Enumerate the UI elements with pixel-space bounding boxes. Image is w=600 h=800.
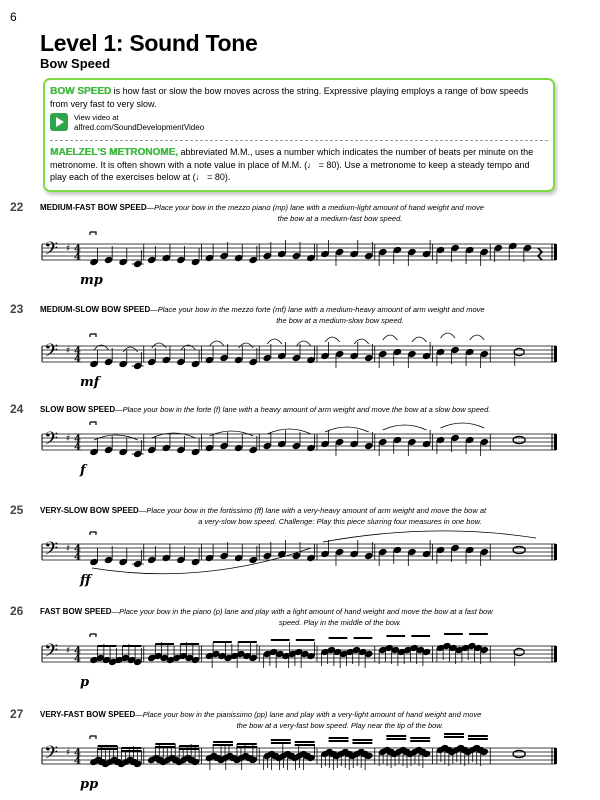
video-label: View video at [74, 113, 119, 122]
down-bow-mark [90, 422, 96, 425]
slur [267, 429, 311, 434]
slur [354, 339, 369, 344]
down-bow-mark [90, 736, 96, 739]
slur [296, 341, 311, 346]
divider [50, 140, 548, 141]
slur [267, 339, 282, 344]
slur [94, 435, 138, 440]
video-url[interactable]: alfred.com/SoundDevelopmentVideo [74, 123, 205, 132]
down-bow-mark [90, 634, 96, 637]
music-staff [40, 526, 560, 596]
metronome-keyword: MAELZEL'S METRONOME, [50, 147, 178, 158]
dynamic-marking: pp [80, 777, 99, 792]
exercise-desc-2: a very-slow bow speed. Challenge: Play this piece slurring four measures in one bow. [198, 517, 482, 526]
music-staff [40, 628, 560, 698]
dynamic-marking: f [80, 463, 86, 478]
time-signature-bottom: 4 [74, 756, 81, 767]
time-signature-bottom: 4 [74, 252, 81, 263]
exercise-number: 26 [10, 604, 24, 618]
page-title: Level 1: Sound Tone [40, 30, 258, 56]
half-note [514, 348, 524, 355]
slur [470, 335, 485, 340]
whole-note [513, 750, 525, 757]
bass-clef-icon: 𝄢 [44, 429, 59, 454]
exercise-desc-2: the bow at a medium-slow bow speed. [276, 316, 404, 325]
final-barline [554, 646, 557, 662]
exercise-desc: —Place your bow in the mezzo piano (mp) lane with a medium-light amount of hand weight and move [146, 203, 484, 212]
exercise-instruction [40, 606, 560, 628]
bow-speed-keyword: BOW SPEED [50, 86, 112, 97]
time-signature-top: 4 [74, 244, 81, 255]
exercise-number: 22 [10, 200, 24, 214]
exercise-desc: —Place your bow in the pianissimo (pp) lane and play with a very-light amount of hand weight and move [135, 710, 482, 719]
page-number: 6 [10, 10, 17, 24]
exercise-desc: —Place your bow in the forte (f) lane with a heavy amount of arm weight and move the bow at a slow bow speed. [115, 405, 491, 414]
exercise-instruction [40, 709, 560, 731]
slur [383, 335, 398, 340]
sharp-sign: ♯ [66, 434, 71, 444]
bass-clef-icon: 𝄢 [44, 743, 59, 768]
time-signature-bottom: 4 [74, 552, 81, 563]
slur [123, 347, 138, 352]
music-staff [40, 328, 560, 398]
dynamic-marking: p [80, 675, 90, 690]
info-box [43, 78, 555, 192]
play-button-icon[interactable] [50, 113, 68, 131]
slur [323, 531, 536, 542]
down-bow-mark [90, 334, 96, 337]
exercise-instruction [40, 202, 560, 224]
exercise-desc: —Place your bow in the fortissimo (ff) lane with a very-heavy amount of arm weight and move the bow at [138, 506, 487, 515]
exercise-label: MEDIUM-SLOW BOW SPEED [40, 305, 151, 314]
time-signature-top: 4 [74, 434, 81, 445]
slur [325, 337, 340, 342]
time-signature-bottom: 4 [74, 354, 81, 365]
dynamic-marking: mf [80, 375, 100, 390]
slur [325, 427, 369, 432]
exercise-desc-2: the bow at a medium-fast bow speed. [277, 214, 403, 223]
page-subtitle: Bow Speed [40, 56, 111, 71]
exercise-number: 25 [10, 503, 24, 517]
sharp-sign: ♯ [66, 646, 71, 656]
bass-clef-icon: 𝄢 [44, 341, 59, 366]
exercise-instruction [40, 404, 560, 415]
music-staff [40, 730, 560, 800]
final-barline [554, 346, 557, 362]
slur [441, 423, 485, 428]
slur [210, 341, 225, 346]
final-barline [554, 748, 557, 764]
final-barline [554, 244, 557, 260]
time-signature-bottom: 4 [74, 654, 81, 665]
time-signature-bottom: 4 [74, 442, 81, 453]
metronome-text: abbreviated M.M., uses a number which indicates the number of beats per minute on the metronome. It is often shown with a note value in place of M.M. (♩ = 80). Use a metronome to keep a steady tempo and play each of the exercises below at (♩ = 80). [50, 147, 534, 182]
time-signature-top: 4 [74, 646, 81, 657]
slur [239, 343, 254, 348]
sharp-sign: ♯ [66, 748, 71, 758]
final-barline [554, 544, 557, 560]
dynamic-marking: ff [80, 573, 91, 588]
time-signature-top: 4 [74, 346, 81, 357]
metronome-paragraph [50, 146, 548, 183]
music-staff [40, 226, 560, 296]
sharp-sign: ♯ [66, 346, 71, 356]
bow-speed-text: is how fast or slow the bow moves across the string. Expressive playing employs a range of bow speeds from very fast to very slow. [50, 86, 529, 109]
exercise-desc: —Place your bow in the mezzo forte (mf) lane with a medium-heavy amount of arm weight and move [150, 305, 485, 314]
bass-clef-icon: 𝄢 [44, 539, 59, 564]
exercise-instruction [40, 505, 560, 527]
exercise-number: 27 [10, 707, 24, 721]
exercise-label: VERY-FAST BOW SPEED [40, 710, 136, 719]
exercise-label: FAST BOW SPEED [40, 607, 112, 616]
whole-note [513, 546, 525, 553]
slur [412, 337, 427, 342]
final-barline [554, 434, 557, 450]
slur [210, 431, 254, 436]
quarter-rest [538, 248, 542, 260]
slur [152, 343, 167, 348]
dynamic-marking: mp [80, 273, 103, 288]
exercise-label: SLOW BOW SPEED [40, 405, 116, 414]
exercise-label: VERY-SLOW BOW SPEED [40, 506, 139, 515]
exercise-label: MEDIUM-FAST BOW SPEED [40, 203, 147, 212]
exercise-number: 24 [10, 402, 24, 416]
bass-clef-icon: 𝄢 [44, 641, 59, 666]
slur [383, 425, 427, 430]
exercise-desc: —Place your bow in the piano (p) lane and play with a light amount of hand weight and move the bow at a fast bow [111, 607, 493, 616]
exercise-number: 23 [10, 302, 24, 316]
down-bow-mark [90, 532, 96, 535]
whole-note [513, 436, 525, 443]
down-bow-mark [90, 232, 96, 235]
music-staff [40, 416, 560, 486]
bow-speed-paragraph [50, 85, 548, 110]
sharp-sign: ♯ [66, 244, 71, 254]
time-signature-top: 4 [74, 748, 81, 759]
exercise-desc-2: speed. Play in the middle of the bow. [278, 618, 402, 627]
slur [441, 333, 456, 338]
time-signature-top: 4 [74, 544, 81, 555]
half-note [514, 648, 524, 655]
sharp-sign: ♯ [66, 544, 71, 554]
exercise-instruction [40, 304, 560, 326]
exercise-desc-2: the bow at a very-fast bow speed. Play near the tip of the bow. [236, 721, 444, 730]
bass-clef-icon: 𝄢 [44, 239, 59, 264]
